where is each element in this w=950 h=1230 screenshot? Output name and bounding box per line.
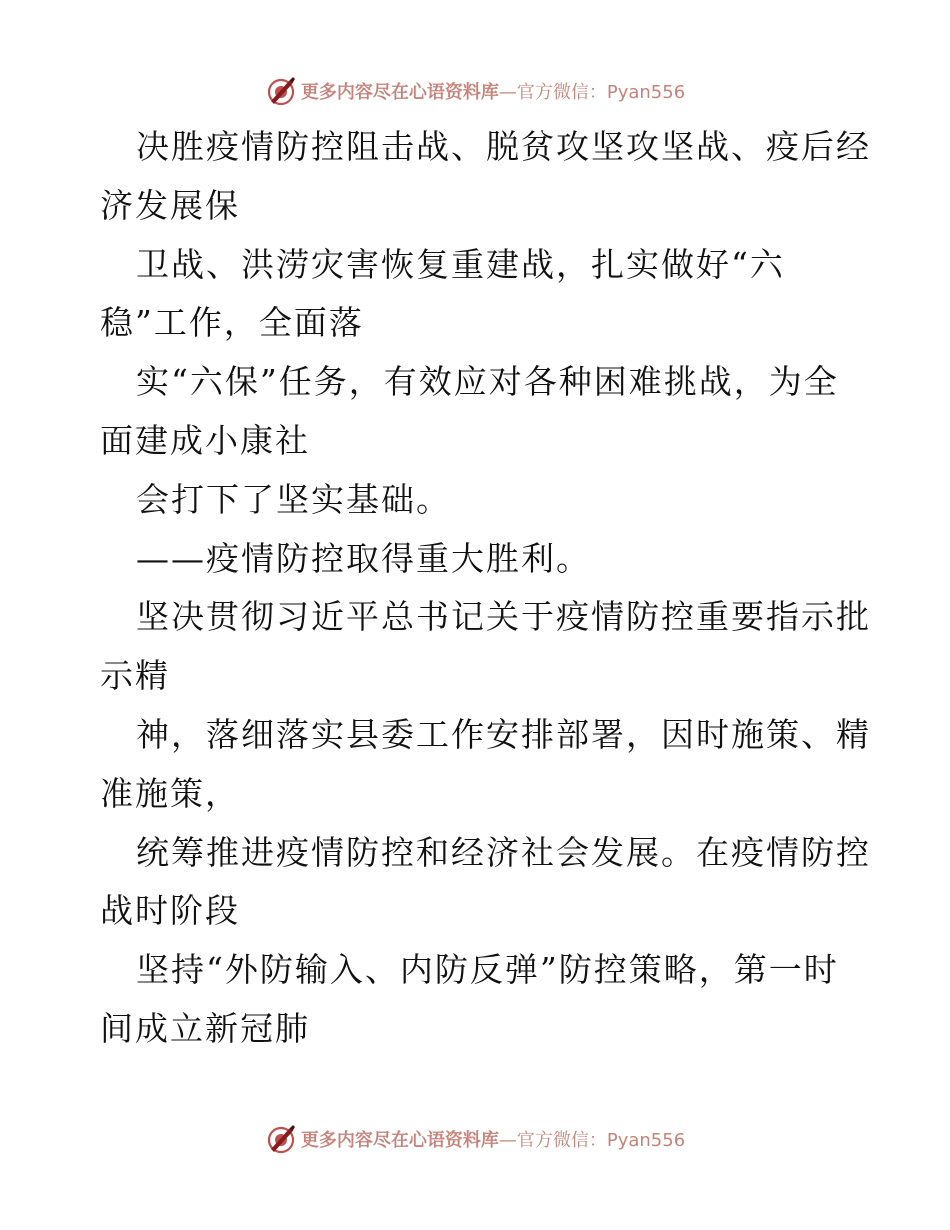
text-line: 卫战、洪涝灾害恢复重建战，扎实做好“六 <box>136 244 785 284</box>
text-line: 示精 <box>100 656 170 696</box>
text-line: ——疫情防控取得重大胜利。 <box>136 538 591 578</box>
watermark-wechat-text: —官方微信：Pyan556 <box>498 82 686 103</box>
watermark-wechat-text: —官方微信：Pyan556 <box>498 1130 686 1151</box>
text-line: 坚决贯彻习近平总书记关于疫情防控重要指示批 <box>136 597 871 637</box>
watermark-main-text: 更多内容尽在心语资料库 <box>300 1130 499 1151</box>
text-line: 济发展保 <box>100 185 240 225</box>
watermark-main-text: 更多内容尽在心语资料库 <box>300 82 499 103</box>
text-line: 统筹推进疫情防控和经济社会发展。在疫情防控 <box>136 832 871 872</box>
text-line: 间成立新冠肺 <box>100 1008 310 1048</box>
header-watermark <box>0 71 950 111</box>
text-line: 实“六保”任务，有效应对各种困难挑战，为全 <box>136 362 839 402</box>
footer-watermark <box>0 1119 950 1159</box>
text-line: 决胜疫情防控阻击战、脱贫攻坚攻坚战、疫后经 <box>136 127 871 166</box>
text-line: 神，落细落实县委工作安排部署，因时施策、精 <box>136 714 871 754</box>
text-line: 稳”工作，全面落 <box>100 303 364 343</box>
text-line: 面建成小康社 <box>100 420 310 460</box>
pen-logo-icon <box>265 1123 297 1155</box>
text-line: 会打下了坚实基础。 <box>136 479 451 519</box>
text-line: 坚持“外防输入、内防反弹”防控策略，第一时 <box>136 950 839 990</box>
pen-logo-icon <box>265 75 297 107</box>
text-line: 战时阶段 <box>100 891 240 931</box>
document-body <box>100 118 871 1059</box>
text-line: 准施策， <box>100 773 240 813</box>
